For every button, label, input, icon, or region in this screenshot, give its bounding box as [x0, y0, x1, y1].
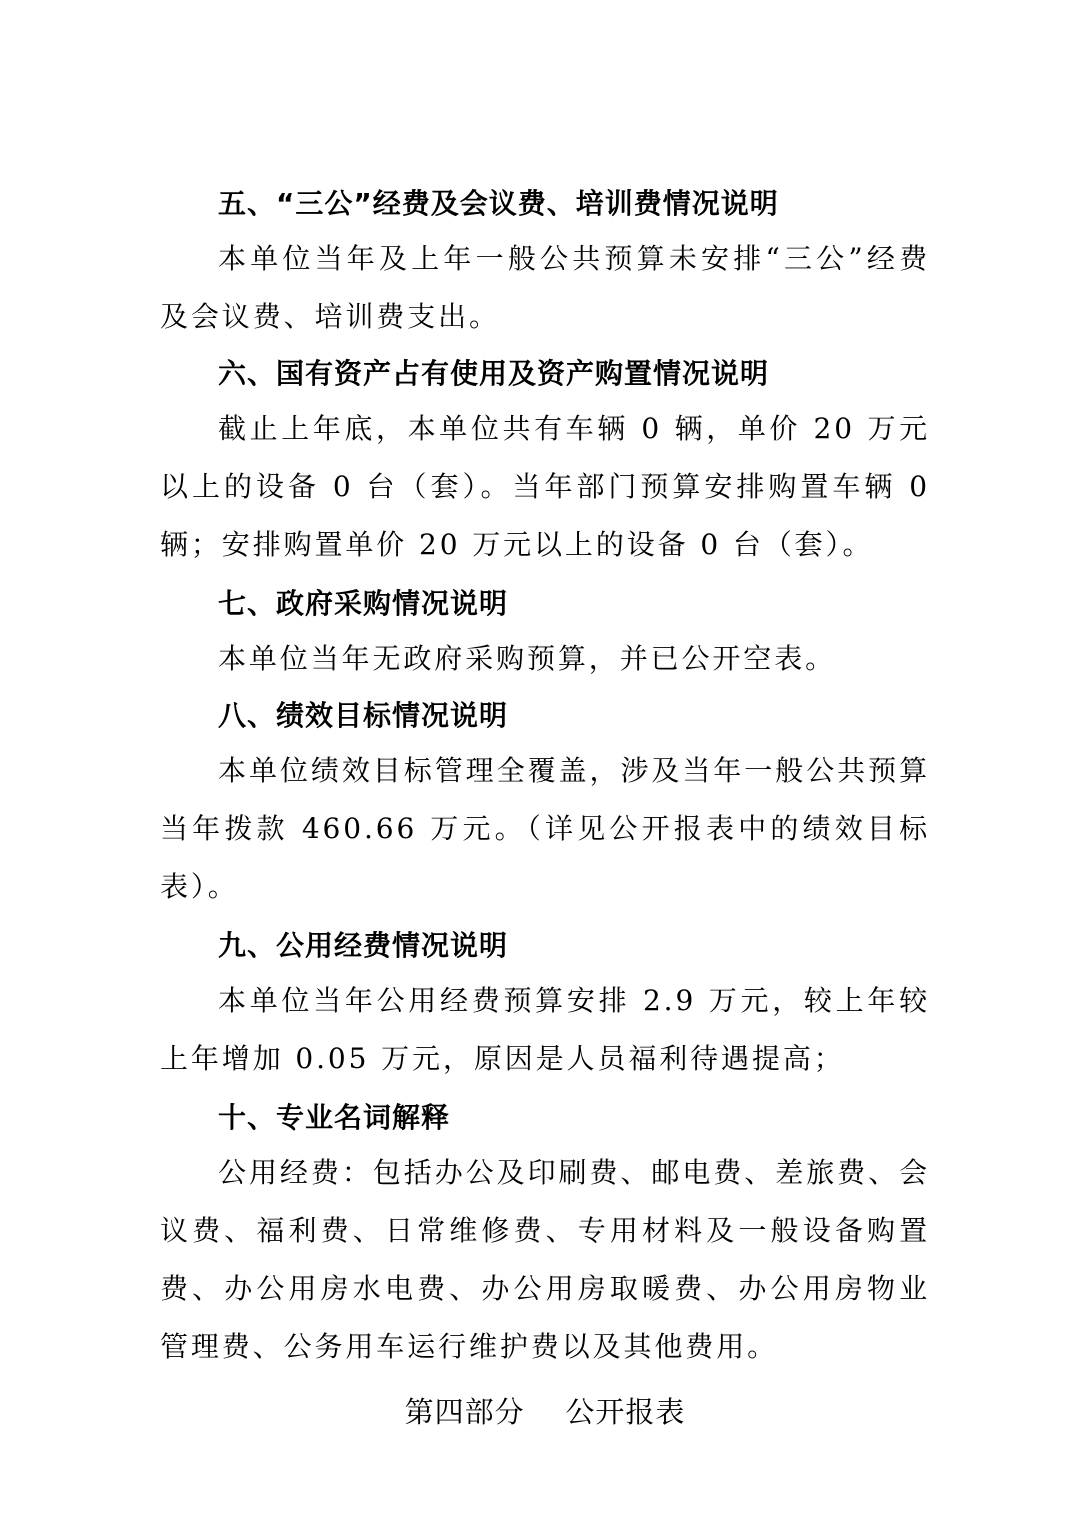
section-eight-paragraph: 本单位绩效目标管理全覆盖，涉及当年一般公共预算当年拨款 460.66 万元。（详见公开报表中的绩效目标表）。 — [160, 754, 930, 903]
section-nine-paragraph: 本单位当年公用经费预算安排 2.9 万元，较上年较上年增加 0.05 万元，原因是人员福利待遇提高； — [160, 984, 930, 1075]
section-seven-paragraph: 本单位当年无政府采购预算，并已公开空表。 — [218, 642, 837, 675]
section-heading-ten: 十、专业名词解释 — [218, 1101, 451, 1134]
section-six-paragraph: 截止上年底，本单位共有车辆 0 辆，单价 20 万元以上的设备 0 台（套）。当年部门预算安排购置车辆 0 辆；安排购置单价 20 万元以上的设备 0 台（套）。 — [160, 412, 930, 561]
section-ten-paragraph: 公用经费：包括办公及印刷费、邮电费、差旅费、会议费、福利费、日常维修费、专用材料及一般设备购置费、办公用房水电费、办公用房取暖费、办公用房物业管理费、公务用车运行维护费以及其他费用。 — [160, 1156, 930, 1363]
document-page — [160, 178, 930, 1442]
section-heading-eight: 八、绩效目标情况说明 — [218, 699, 509, 732]
section-heading-nine: 九、公用经费情况说明 — [218, 929, 509, 962]
part-four-title: 第四部分 公开报表 — [404, 1395, 686, 1429]
section-heading-six: 六、国有资产占有使用及资产购置情况说明 — [218, 357, 770, 390]
section-heading-five: 五、“三公”经费及会议费、培训费情况说明 — [218, 187, 779, 220]
section-five-paragraph: 本单位当年及上年一般公共预算未安排“三公”经费及会议费、培训费支出。 — [160, 242, 930, 333]
section-heading-seven: 七、政府采购情况说明 — [218, 587, 509, 620]
